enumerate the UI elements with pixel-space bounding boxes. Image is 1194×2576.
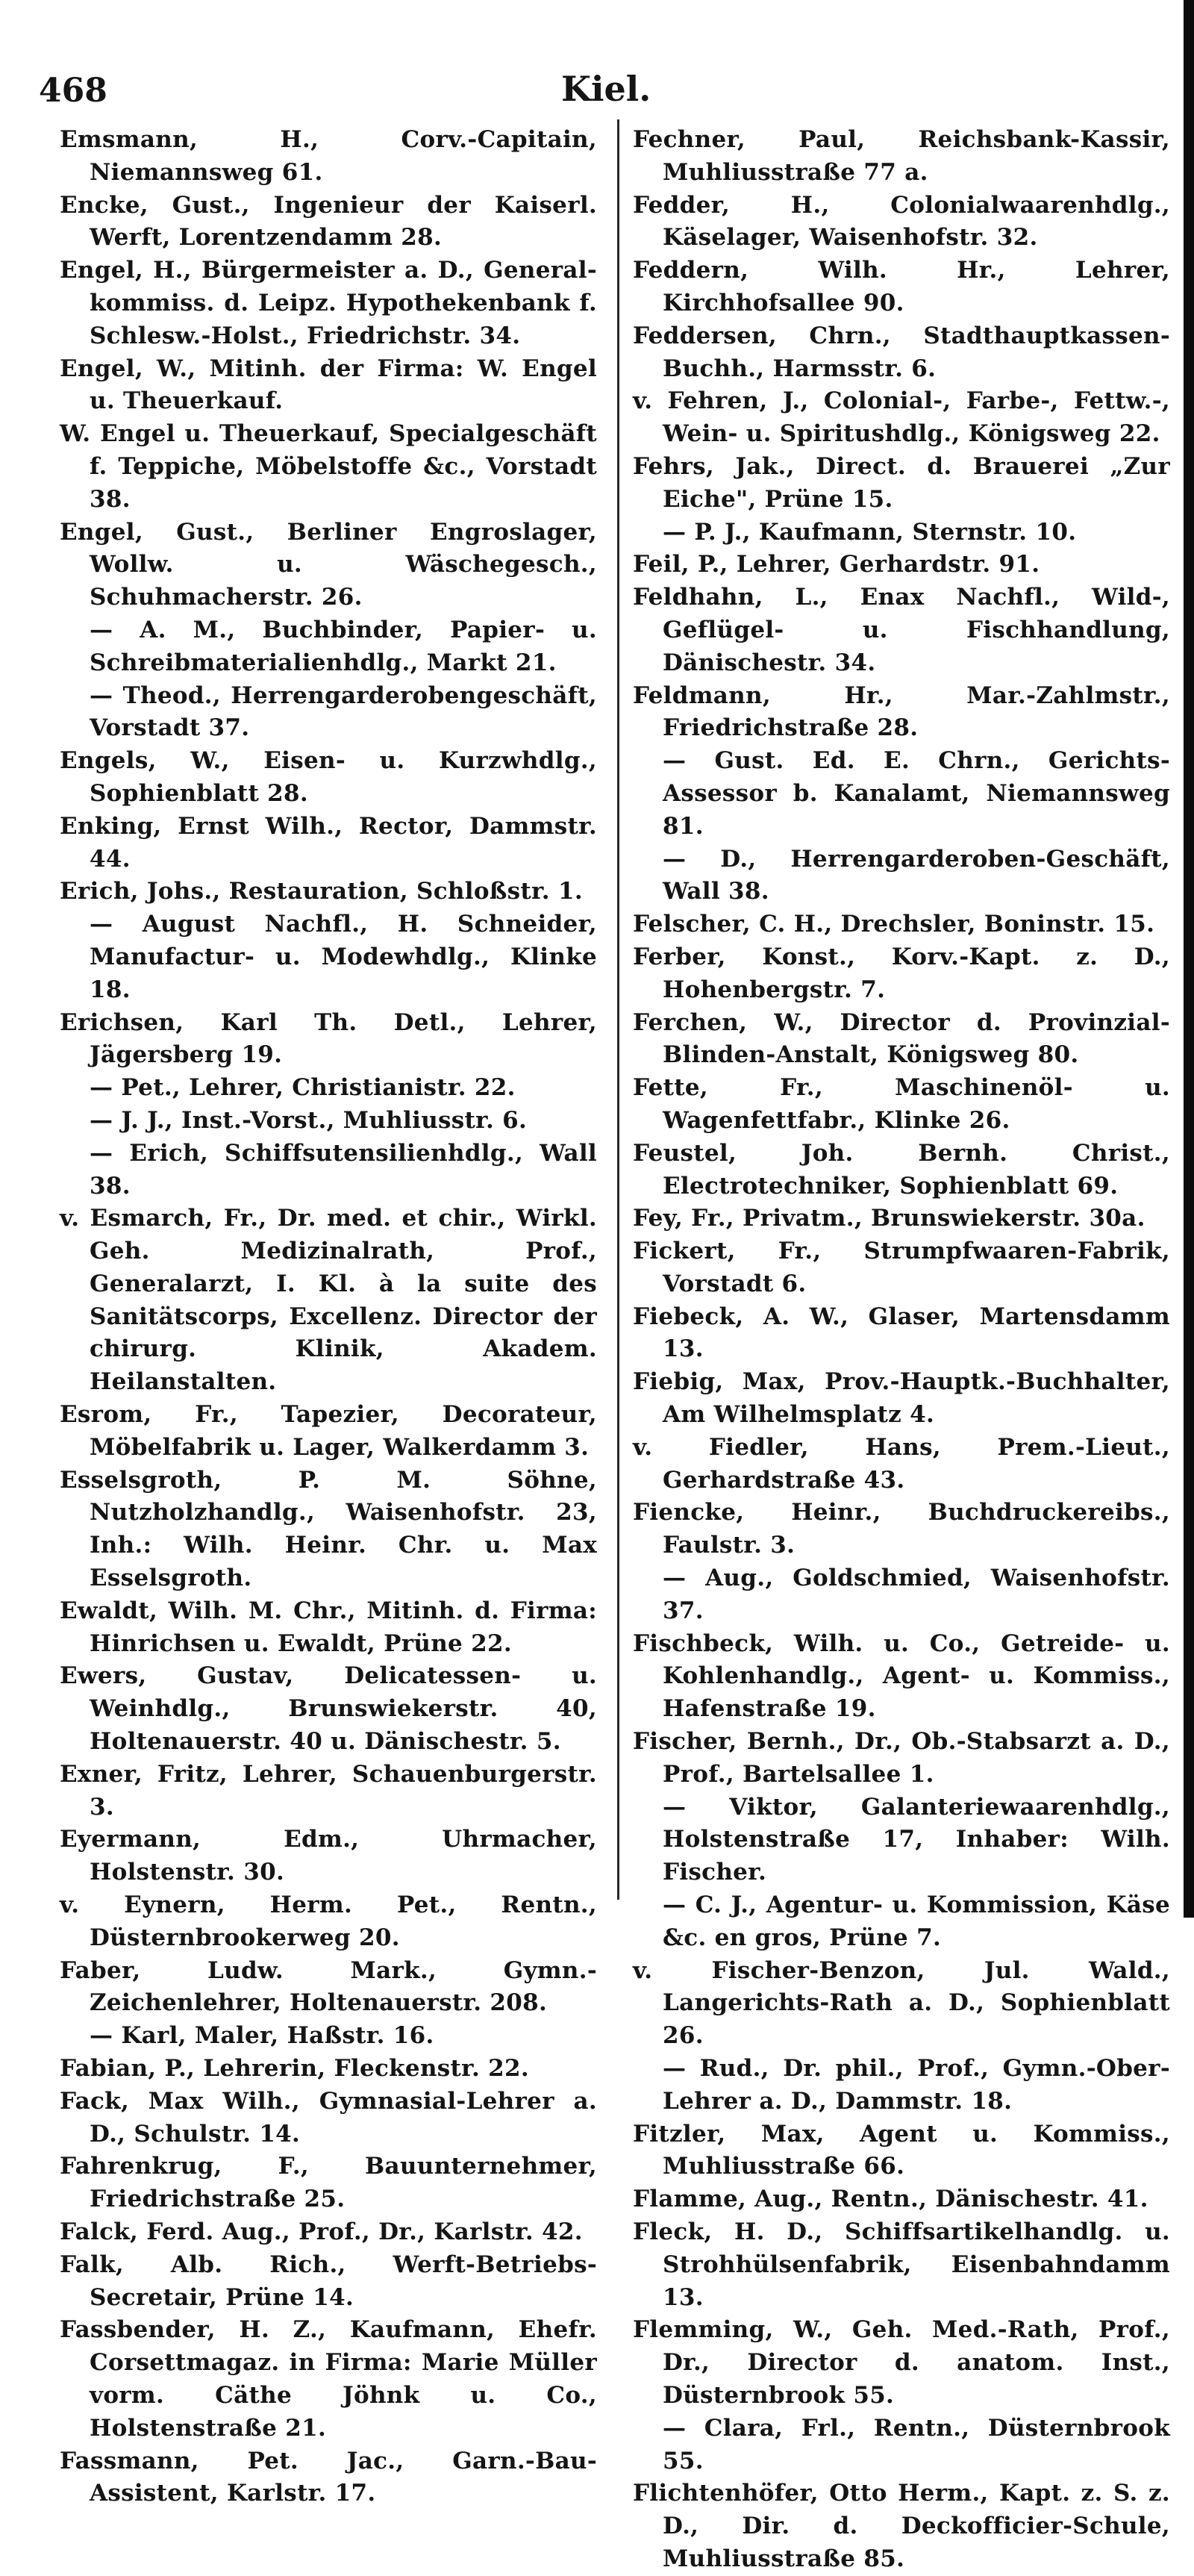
directory-entry: Fischer, Bernh., Dr., Ob.-Stabsarzt a. D., Prof., Bartelsallee 1. (633, 1728, 1170, 1788)
directory-entry: W. Engel u. Theuerkauf, Specialgeschäft f. Teppiche, Möbelstoffe &c., Vorstadt 38. (60, 420, 597, 513)
directory-entry: Fickert, Fr., Strumpfwaaren-Fabrik, Vorstadt 6. (633, 1238, 1170, 1297)
directory-entry: Fabian, P., Lehrerin, Fleckenstr. 22. (60, 2055, 529, 2083)
directory-entry: — A. M., Buchbinder, Papier- u. Schreibmaterialienhdlg., Markt 21. (90, 616, 597, 676)
directory-entry: Flemming, W., Geh. Med.-Rath, Prof., Dr., Director d. anatom. Inst., Düsternbrook 55. (633, 2316, 1170, 2409)
directory-entry: — August Nachfl., H. Schneider, Manufactur- u. Modewhdlg., Klinke 18. (90, 911, 597, 1003)
directory-entry: Fischbeck, Wilh. u. Co., Getreide- u. Kohlenhandlg., Agent- u. Kommiss., Hafenstraße 19. (633, 1630, 1170, 1723)
directory-entry: — Erich, Schiffsutensilienhdlg., Wall 38. (90, 1139, 597, 1200)
directory-entry: Fette, Fr., Maschinenöl- u. Wagenfettfabr., Klinke 26. (633, 1074, 1170, 1134)
directory-entry: Enking, Ernst Wilh., Rector, Dammstr. 44. (60, 812, 597, 873)
directory-entry: Engels, W., Eisen- u. Kurzwhdlg., Sophienblatt 28. (60, 747, 597, 807)
directory-entry: Engel, Gust., Berliner Engroslager, Wollw. u. Wäschegesch., Schuhmacherstr. 26. (60, 518, 597, 611)
directory-entry: Esrom, Fr., Tapezier, Decorateur, Möbelfabrik u. Lager, Walkerdamm 3. (60, 1401, 597, 1461)
directory-entry: — J. J., Inst.-Vorst., Muhliusstr. 6. (90, 1106, 528, 1134)
directory-entry: — Theod., Herrengarderobengeschäft, Vorstadt 37. (90, 682, 597, 742)
directory-entry: Encke, Gust., Ingenieur der Kaiserl. Werft, Lorentzendamm 28. (60, 191, 597, 252)
directory-entry: Ferchen, W., Director d. Provinzial-Blinden-Anstalt, Königsweg 80. (633, 1008, 1170, 1069)
directory-entry: Feil, P., Lehrer, Gerhardstr. 91. (633, 551, 1040, 578)
directory-entry: Felscher, C. H., Drechsler, Boninstr. 15. (633, 911, 1155, 938)
directory-entry: Fehrs, Jak., Direct. d. Brauerei „Zur Eiche", Prüne 15. (633, 452, 1170, 513)
directory-entry: Feldhahn, L., Enax Nachfl., Wild-, Geflügel- u. Fischhandlung, Dänischestr. 34. (633, 584, 1170, 676)
directory-entry: Ferber, Konst., Korv.-Kapt. z. D., Hohenbergstr. 7. (633, 943, 1170, 1003)
directory-entry: — P. J., Kaufmann, Sternstr. 10. (663, 518, 1077, 546)
directory-entry: Eyermann, Edm., Uhrmacher, Holstenstr. 30. (60, 1826, 597, 1886)
directory-entry: — Aug., Goldschmied, Waisenhofstr. 37. (663, 1565, 1170, 1624)
directory-entry: Erichsen, Karl Th. Detl., Lehrer, Jägersberg 19. (60, 1008, 597, 1069)
directory-entry: Emsmann, H., Corv.-Capitain, Niemannsweg 61. (60, 126, 597, 186)
page-number: 468 (39, 72, 107, 110)
directory-entry: Feddersen, Chrn., Stadthauptkassen-Buchh., Harmsstr. 6. (633, 322, 1170, 382)
directory-entry: v. Fehren, J., Colonial-, Farbe-, Fettw.-, Wein- u. Spiritushdlg., Königsweg 22. (633, 387, 1170, 448)
directory-entry: — D., Herrengarderoben-Geschäft, Wall 38. (663, 845, 1170, 905)
directory-entry: Fack, Max Wilh., Gymnasial-Lehrer a. D., Schulstr. 14. (60, 2087, 597, 2148)
directory-entry: — Karl, Maler, Haßstr. 16. (90, 2022, 434, 2050)
directory-entry: Ewers, Gustav, Delicatessen- u. Weinhdlg., Brunswiekerstr. 40, Holtenauerstr. 40 u. Dänischestr. 5. (60, 1662, 597, 1756)
directory-entry: — Pet., Lehrer, Christianistr. 22. (90, 1074, 516, 1102)
directory-entry: — C. J., Agentur- u. Kommission, Käse &c. en gros, Prüne 7. (663, 1892, 1170, 1951)
directory-entry: Fechner, Paul, Reichsbank-Kassir, Muhliusstraße 77 a. (633, 126, 1170, 186)
left-column (60, 124, 597, 2510)
page-edge (1184, 0, 1194, 1918)
directory-entry: Fiebig, Max, Prov.-Hauptk.-Buchhalter, Am Wilhelmsplatz 4. (633, 1368, 1170, 1429)
directory-entry: v. Fiedler, Hans, Prem.-Lieut., Gerhardstraße 43. (633, 1433, 1170, 1494)
directory-entry: Fassbender, H. Z., Kaufmann, Ehefr. Corsettmagaz. in Firma: Marie Müller vorm. Cäthe Jöhnk u. Co., Holstenstraße 21. (60, 2316, 597, 2442)
directory-entry: — Viktor, Galanteriewaarenhdlg., Holstenstraße 17, Inhaber: Wilh. Fischer. (663, 1793, 1170, 1886)
directory-entry: Flamme, Aug., Rentn., Dänischestr. 41. (633, 2186, 1148, 2213)
directory-entry: Flichtenhöfer, Otto Herm., Kapt. z. S. z. D., Dir. d. Deckofficier-Schule, Muhliusstraße 85. (633, 2480, 1170, 2572)
directory-entry: Engel, H., Bürgermeister a. D., General-kommiss. d. Leipz. Hypothekenbank f. Schlesw.-Holst., Friedrichstr. 34. (60, 257, 597, 349)
directory-entry: Falk, Alb. Rich., Werft-Betriebs-Secretair, Prüne 14. (60, 2251, 597, 2311)
directory-entry: Feustel, Joh. Bernh. Christ., Electrotechniker, Sophienblatt 69. (633, 1139, 1170, 1200)
directory-entry: — Gust. Ed. E. Chrn., Gerichts-Assessor b. Kanalamt, Niemannsweg 81. (663, 747, 1170, 840)
directory-entry: Fitzler, Max, Agent u. Kommiss., Muhliusstraße 66. (633, 2120, 1170, 2180)
directory-entry: Faber, Ludw. Mark., Gymn.-Zeichenlehrer, Holtenauerstr. 208. (60, 1956, 597, 2017)
directory-entry: — Rud., Dr. phil., Prof., Gymn.-Ober-Lehrer a. D., Dammstr. 18. (663, 2055, 1170, 2115)
directory-entry: Esselsgroth, P. M. Söhne, Nutzholzhandlg., Waisenhofstr. 23, Inh.: Wilh. Heinr. Chr. u. Max Esselsgroth. (60, 1466, 597, 1592)
directory-entry: — Clara, Frl., Rentn., Düsternbrook 55. (663, 2414, 1170, 2474)
directory-entry: Erich, Johs., Restauration, Schloßstr. 1. (60, 878, 583, 905)
directory-entry: v. Fischer-Benzon, Jul. Wald., Langerichts-Rath a. D., Sophienblatt 26. (633, 1956, 1170, 2050)
directory-entry: Fiencke, Heinr., Buchdruckereibs., Faulstr. 3. (633, 1499, 1170, 1559)
directory-entry: v. Eynern, Herm. Pet., Rentn., Düsternbrookerweg 20. (60, 1892, 597, 1951)
directory-entry: Feddern, Wilh. Hr., Lehrer, Kirchhofsallee 90. (633, 257, 1170, 316)
directory-entry: Feldmann, Hr., Mar.-Zahlmstr., Friedrichstraße 28. (633, 682, 1170, 742)
directory-entry: Exner, Fritz, Lehrer, Schauenburgerstr. 3. (60, 1760, 597, 1821)
directory-entry: Fahrenkrug, F., Bauunternehmer, Friedrichstraße 25. (60, 2153, 597, 2213)
directory-entry: Fleck, H. D., Schiffsartikelhandlg. u. Strohhülsenfabrik, Eisenbahndamm 13. (633, 2218, 1170, 2311)
directory-entry: Fey, Fr., Privatm., Brunswiekerstr. 30a. (633, 1205, 1145, 1232)
directory-entry: v. Esmarch, Fr., Dr. med. et chir., Wirkl. Geh. Medizinalrath, Prof., Generalarzt, I. Kl. à la suite des Sanitätscorps, Excellenz. Director der chirurg. Klinik, Akadem. Heilanstalten. (60, 1205, 597, 1396)
directory-entry: Falck, Ferd. Aug., Prof., Dr., Karlstr. 42. (60, 2218, 583, 2245)
directory-entry: Fassmann, Pet. Jac., Garn.-Bau-Assistent, Karlstr. 17. (60, 2447, 597, 2507)
directory-entry: Ewaldt, Wilh. M. Chr., Mitinh. d. Firma: Hinrichsen u. Ewaldt, Prüne 22. (60, 1597, 597, 1657)
directory-entry: Fiebeck, A. W., Glaser, Martensdamm 13. (633, 1303, 1170, 1363)
column-divider (617, 119, 619, 1900)
right-column (633, 124, 1170, 2576)
page-title: Kiel. (561, 69, 651, 109)
directory-entry: Engel, W., Mitinh. der Firma: W. Engel u. Theuerkauf. (60, 355, 597, 415)
directory-entry: Fedder, H., Colonialwaarenhdlg., Käselager, Waisenhofstr. 32. (633, 191, 1170, 252)
